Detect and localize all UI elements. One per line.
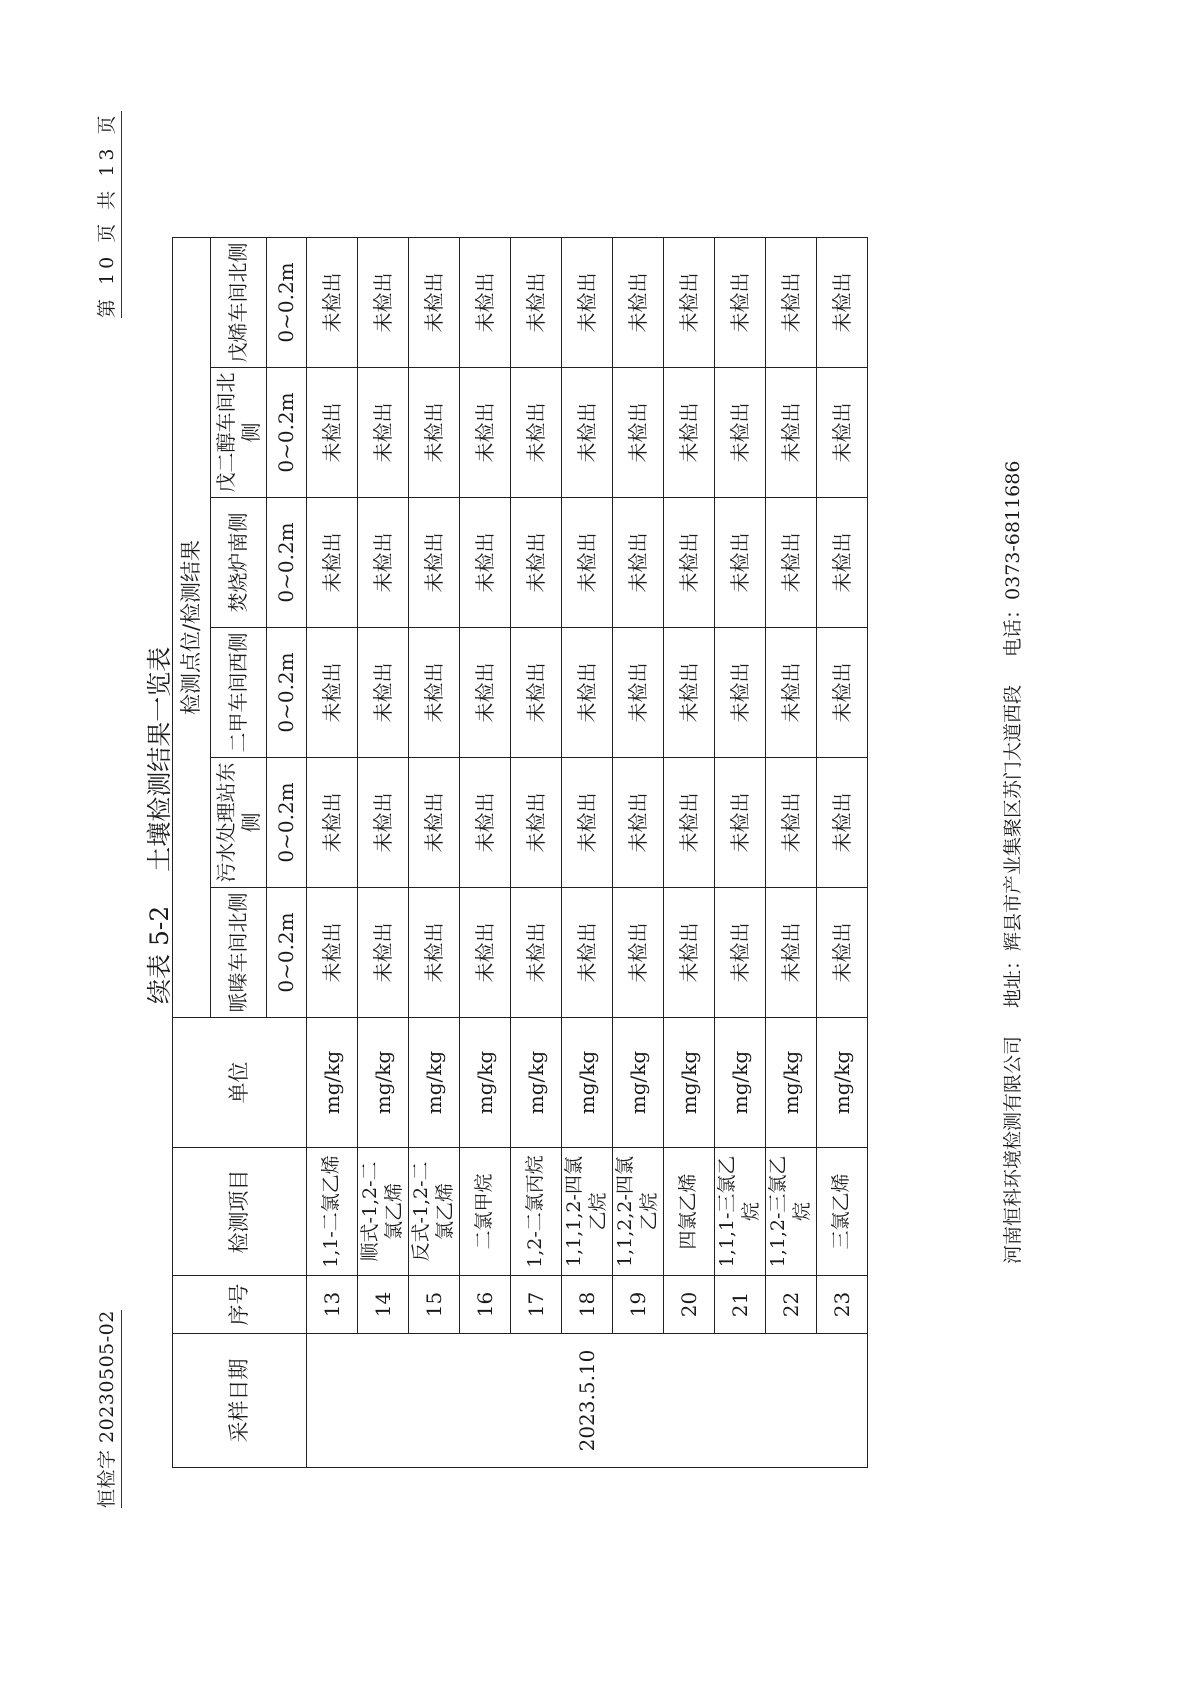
result-cell: 未检出: [766, 368, 817, 498]
footer-phone: 电话：0373-6811686: [1002, 460, 1024, 657]
soil-results-table: [172, 237, 868, 1468]
unit-cell: mg/kg: [409, 1018, 460, 1148]
table-title: [140, 647, 176, 1004]
header-site-name: 污水处理站东侧: [211, 758, 267, 888]
document-id: 恒检字 20230505-02: [92, 1310, 122, 1508]
result-cell: 未检出: [511, 368, 562, 498]
result-cell: 未检出: [715, 498, 766, 628]
result-cell: 未检出: [409, 628, 460, 758]
result-cell: 未检出: [664, 628, 715, 758]
table-row: [664, 237, 715, 1467]
result-cell: 未检出: [766, 628, 817, 758]
result-cell: 未检出: [409, 758, 460, 888]
result-cell: 未检出: [715, 368, 766, 498]
sampling-date-cell: 2023.5.10: [307, 1334, 868, 1468]
header-item: 检测项目: [173, 1148, 307, 1276]
item-cell: 1,1,1-三氯乙烷: [715, 1148, 766, 1276]
table-row: [715, 237, 766, 1467]
result-cell: 未检出: [766, 758, 817, 888]
table-row: [409, 237, 460, 1467]
header-site-name: 戊二醇车间北侧: [211, 368, 267, 498]
result-cell: 未检出: [715, 758, 766, 888]
result-cell: 未检出: [817, 237, 868, 367]
result-cell: 未检出: [358, 237, 409, 367]
result-cell: 未检出: [766, 888, 817, 1018]
result-cell: 未检出: [358, 888, 409, 1018]
result-cell: 未检出: [613, 888, 664, 1018]
result-cell: 未检出: [562, 758, 613, 888]
result-cell: 未检出: [562, 888, 613, 1018]
footer-company: 河南恒科环境检测有限公司: [1002, 1035, 1024, 1264]
item-cell: 三氯乙烯: [817, 1148, 868, 1276]
result-cell: 未检出: [511, 758, 562, 888]
result-cell: 未检出: [613, 758, 664, 888]
result-cell: 未检出: [307, 498, 358, 628]
seq-cell: 16: [460, 1276, 511, 1334]
table-row: [358, 237, 409, 1467]
result-cell: 未检出: [664, 888, 715, 1018]
table-row: [817, 237, 868, 1467]
result-cell: 未检出: [358, 628, 409, 758]
unit-cell: mg/kg: [613, 1018, 664, 1148]
seq-cell: 21: [715, 1276, 766, 1334]
item-cell: 1,1,1,2-四氯乙烷: [562, 1148, 613, 1276]
result-cell: 未检出: [460, 758, 511, 888]
seq-cell: 19: [613, 1276, 664, 1334]
result-cell: 未检出: [307, 888, 358, 1018]
result-cell: 未检出: [562, 368, 613, 498]
unit-cell: mg/kg: [307, 1018, 358, 1148]
header-site-depth: 0~0.2m: [267, 758, 307, 888]
seq-cell: 15: [409, 1276, 460, 1334]
item-cell: 1,2-二氯丙烷: [511, 1148, 562, 1276]
footer-address: 地址：辉县市产业集聚区苏门大道西段: [1002, 684, 1024, 1008]
header-seq: 序号: [173, 1276, 307, 1334]
result-cell: 未检出: [307, 628, 358, 758]
seq-cell: 14: [358, 1276, 409, 1334]
unit-cell: mg/kg: [766, 1018, 817, 1148]
result-cell: 未检出: [664, 758, 715, 888]
result-cell: 未检出: [460, 498, 511, 628]
result-cell: 未检出: [307, 237, 358, 367]
unit-cell: mg/kg: [562, 1018, 613, 1148]
result-cell: 未检出: [817, 758, 868, 888]
result-cell: 未检出: [817, 368, 868, 498]
result-cell: 未检出: [358, 498, 409, 628]
result-cell: 未检出: [358, 368, 409, 498]
result-cell: 未检出: [766, 237, 817, 367]
result-cell: 未检出: [613, 237, 664, 367]
result-cell: 未检出: [409, 498, 460, 628]
page-number: 第 10 页 共 13 页: [92, 111, 122, 318]
item-cell: 二氯甲烷: [460, 1148, 511, 1276]
header-site-name: 二甲车间西侧: [211, 628, 267, 758]
table-name: 土壤检测结果一览表: [145, 646, 174, 872]
result-cell: 未检出: [460, 628, 511, 758]
table-row: [562, 237, 613, 1467]
unit-cell: mg/kg: [817, 1018, 868, 1148]
result-cell: 未检出: [613, 498, 664, 628]
item-cell: 四氯乙烯: [664, 1148, 715, 1276]
header-site-depth: 0~0.2m: [267, 628, 307, 758]
table-row: [511, 237, 562, 1467]
seq-cell: 13: [307, 1276, 358, 1334]
header-unit: 单位: [173, 1018, 307, 1148]
header-site-depth: 0~0.2m: [267, 368, 307, 498]
result-cell: 未检出: [511, 628, 562, 758]
header-site-depth: 0~0.2m: [267, 498, 307, 628]
unit-cell: mg/kg: [460, 1018, 511, 1148]
table-number: 续表 5-2: [145, 905, 174, 1004]
result-cell: 未检出: [715, 237, 766, 367]
result-cell: 未检出: [511, 237, 562, 367]
result-cell: 未检出: [664, 368, 715, 498]
item-cell: 1,1-二氯乙烯: [307, 1148, 358, 1276]
unit-cell: mg/kg: [358, 1018, 409, 1148]
seq-cell: 20: [664, 1276, 715, 1334]
header-site-name: 戊烯车间北侧: [211, 237, 267, 367]
result-cell: 未检出: [664, 498, 715, 628]
result-cell: 未检出: [358, 758, 409, 888]
unit-cell: mg/kg: [664, 1018, 715, 1148]
result-cell: 未检出: [562, 498, 613, 628]
header-site-depth: 0~0.2m: [267, 237, 307, 367]
header-sampling-date: 采样日期: [173, 1334, 307, 1468]
seq-cell: 18: [562, 1276, 613, 1334]
result-cell: 未检出: [817, 498, 868, 628]
result-cell: 未检出: [307, 368, 358, 498]
unit-cell: mg/kg: [715, 1018, 766, 1148]
table-row: [460, 237, 511, 1467]
result-cell: 未检出: [562, 628, 613, 758]
result-cell: 未检出: [460, 368, 511, 498]
result-cell: 未检出: [766, 498, 817, 628]
result-cell: 未检出: [460, 888, 511, 1018]
result-cell: 未检出: [613, 368, 664, 498]
result-cell: 未检出: [307, 758, 358, 888]
result-cell: 未检出: [664, 237, 715, 367]
unit-cell: mg/kg: [511, 1018, 562, 1148]
footer: [998, 461, 1025, 1264]
item-cell: 1,1,2,2-四氯乙烷: [613, 1148, 664, 1276]
result-cell: 未检出: [562, 237, 613, 367]
result-cell: 未检出: [715, 628, 766, 758]
header-site-name: 焚烧炉南侧: [211, 498, 267, 628]
table-row: [307, 237, 358, 1467]
seq-cell: 17: [511, 1276, 562, 1334]
item-cell: 1,1,2-三氯乙烷: [766, 1148, 817, 1276]
result-cell: 未检出: [511, 498, 562, 628]
result-cell: 未检出: [409, 368, 460, 498]
result-cell: 未检出: [409, 888, 460, 1018]
result-cell: 未检出: [409, 237, 460, 367]
result-cell: 未检出: [817, 888, 868, 1018]
result-cell: 未检出: [817, 628, 868, 758]
result-cell: 未检出: [460, 237, 511, 367]
seq-cell: 23: [817, 1276, 868, 1334]
header-site-depth: 0~0.2m: [267, 888, 307, 1018]
header-site-name: 哌嗪车间北侧: [211, 888, 267, 1018]
item-cell: 反式-1,2-二氯乙烯: [409, 1148, 460, 1276]
result-cell: 未检出: [715, 888, 766, 1018]
table-row: [766, 237, 817, 1467]
result-cell: 未检出: [511, 888, 562, 1018]
table-row: [613, 237, 664, 1467]
item-cell: 顺式-1,2-二氯乙烯: [358, 1148, 409, 1276]
result-cell: 未检出: [613, 628, 664, 758]
header-site-group: 检测点位/检测结果: [173, 237, 211, 1017]
seq-cell: 22: [766, 1276, 817, 1334]
